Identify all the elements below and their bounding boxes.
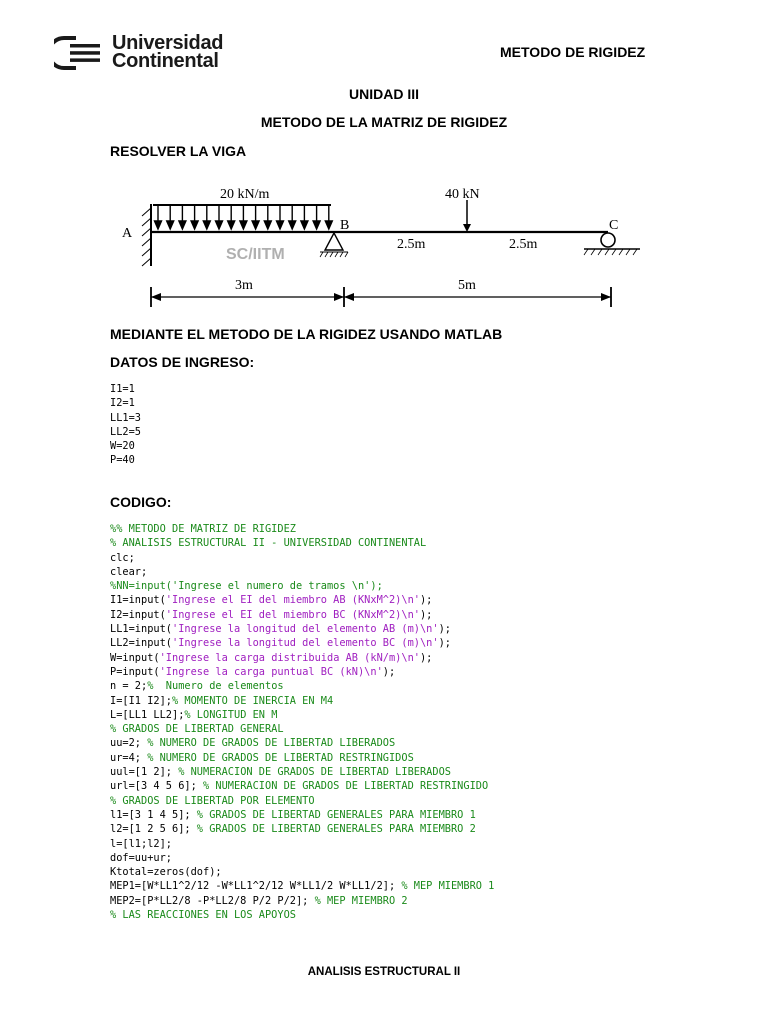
code-comment: % NUMERO DE GRADOS DE LIBERTAD RESTRINGIDOS (147, 751, 414, 764)
code-text: uul=[1 2]; (110, 766, 179, 779)
code-line (110, 822, 494, 836)
dimension-label-bc: 5m (458, 278, 476, 293)
code-line (110, 593, 494, 607)
section-heading-method: MEDIANTE EL METODO DE LA RIGIDEZ USANDO MATLAB (110, 326, 503, 342)
code-text: Ktotal=zeros(dof); (110, 866, 222, 879)
logo-line-2: Continental (112, 50, 219, 72)
code-text: l2=[1 2 5 6]; (110, 823, 197, 836)
code-string: 'Ingrese la carga distribuida AB (kN/m)\n' (159, 651, 420, 664)
code-text: url=[3 4 5 6]; (110, 780, 203, 793)
code-line (110, 565, 494, 579)
code-comment: % Numero de elementos (147, 680, 284, 693)
university-logo-icon (54, 36, 104, 70)
logo-line-1: Universidad (112, 32, 224, 54)
code-text: LL2=input( (110, 637, 172, 650)
code-string: 'Ingrese la longitud del elemento BC (m)\n' (172, 637, 439, 650)
input-line: W=20 (110, 440, 135, 453)
code-string: 'Ingrese la carga puntual BC (kN)\n' (159, 665, 383, 678)
code-text: MEP2=[P*LL2/8 -P*LL2/8 P/2 P/2]; (110, 894, 315, 907)
code-text: clc; (110, 551, 135, 564)
code-text: ); (382, 665, 396, 678)
code-text: I1=input( (110, 594, 166, 607)
code-text: ); (419, 651, 433, 664)
code-text: LL1=input( (110, 623, 172, 636)
code-text: ); (438, 637, 451, 650)
code-string: 'Ingrese el EI del miembro AB (KNxM^2)\n' (165, 594, 420, 607)
code-line (110, 794, 494, 808)
input-line: LL2=5 (110, 425, 141, 438)
code-line (110, 536, 494, 550)
point-load-label: 40 kN (445, 187, 480, 202)
code-line (110, 708, 494, 722)
code-comment: %NN=input('Ingrese el numero de tramos \n'); (110, 580, 383, 593)
code-comment: % GRADOS DE LIBERTAD GENERAL (110, 723, 284, 736)
label-c: C (609, 218, 619, 233)
logo-text (112, 34, 223, 70)
code-line (110, 622, 494, 636)
code-line (110, 808, 494, 822)
code-line (110, 522, 494, 536)
code-string: 'Ingrese el EI del miembro BC (KNxM^2)\n' (165, 608, 420, 621)
code-line (110, 694, 494, 708)
code-text: I=[I1 I2]; (110, 694, 172, 707)
code-line (110, 908, 494, 922)
code-line (110, 865, 494, 879)
code-line (110, 879, 494, 893)
section-heading-solve: RESOLVER LA VIGA (110, 143, 247, 159)
segment-label-1: 2.5m (397, 237, 426, 252)
code-line (110, 608, 494, 622)
code-comment: %% METODO DE MATRIZ DE RIGIDEZ (110, 523, 296, 535)
matlab-code-block (110, 522, 494, 922)
code-line (110, 679, 494, 693)
input-line: LL1=3 (110, 411, 141, 424)
code-line (110, 779, 494, 793)
code-line (110, 765, 494, 779)
unit-title: UNIDAD III (349, 86, 419, 102)
code-line (110, 837, 494, 851)
code-text: ); (438, 623, 451, 636)
code-text: W=input( (110, 651, 160, 664)
input-line: I2=1 (110, 397, 135, 410)
code-comment: % MEP MIEMBRO 1 (401, 880, 495, 893)
code-line (110, 722, 494, 736)
code-text: l1=[3 1 4 5]; (110, 808, 197, 821)
code-text: dof=uu+ur; (110, 851, 172, 864)
code-text: ur=4; (110, 751, 148, 764)
code-line (110, 636, 494, 650)
input-line: P=40 (110, 454, 135, 467)
code-comment: % NUMERO DE GRADOS DE LIBERTAD LIBERADOS (147, 737, 396, 750)
university-logo (54, 34, 234, 74)
code-line (110, 665, 494, 679)
code-comment: % GRADOS DE LIBERTAD POR ELEMENTO (110, 794, 315, 807)
code-text: l=[l1;l2]; (110, 837, 172, 850)
code-line (110, 579, 494, 593)
code-text: L=[LL1 LL2]; (110, 708, 185, 721)
code-text: ); (419, 608, 433, 621)
dimension-label-ab: 3m (235, 278, 253, 293)
label-b: B (340, 218, 350, 233)
code-line (110, 894, 494, 908)
page-subtitle: METODO DE LA MATRIZ DE RIGIDEZ (260, 114, 508, 130)
code-line (110, 851, 494, 865)
section-heading-input: DATOS DE INGRESO: (110, 354, 255, 370)
code-comment: % ANALISIS ESTRUCTURAL II - UNIVERSIDAD CONTINENTAL (110, 537, 427, 550)
code-string: 'Ingrese la longitud del elemento AB (m)\n' (172, 623, 439, 636)
code-line (110, 751, 494, 765)
distributed-load-label: 20 kN/m (220, 187, 270, 202)
input-data-block (110, 382, 141, 468)
beam-diagram (118, 174, 648, 314)
code-comment: % LONGITUD EN M (184, 708, 278, 721)
code-text: I2=input( (110, 608, 166, 621)
code-comment: % MEP MIEMBRO 2 (314, 894, 408, 907)
code-comment: % NUMERACION DE GRADOS DE LIBERTAD RESTRINGIDO (203, 780, 489, 793)
code-comment: % MOMENTO DE INERCIA EN M4 (172, 694, 334, 707)
code-text: ); (419, 594, 433, 607)
segment-label-2: 2.5m (509, 237, 538, 252)
code-line (110, 551, 494, 565)
code-text: P=input( (110, 665, 160, 678)
code-text: n = 2; (110, 680, 148, 693)
code-text: clear; (110, 565, 148, 578)
code-comment: % GRADOS DE LIBERTAD GENERALES PARA MIEMBRO 1 (196, 808, 476, 821)
header-title: METODO DE RIGIDEZ (500, 44, 646, 60)
code-line (110, 736, 494, 750)
section-heading-code: CODIGO: (110, 494, 172, 510)
watermark: SC/IITM (226, 246, 285, 263)
code-text: MEP1=[W*LL1^2/12 -W*LL1^2/12 W*LL1/2 W*LL1/2]; (110, 880, 402, 893)
input-line: I1=1 (110, 383, 135, 395)
code-text: uu=2; (110, 737, 148, 750)
code-comment: % LAS REACCIONES EN LOS APOYOS (110, 909, 296, 922)
page-footer: ANALISIS ESTRUCTURAL II (307, 966, 461, 978)
code-comment: % GRADOS DE LIBERTAD GENERALES PARA MIEMBRO 2 (196, 823, 476, 836)
code-line (110, 651, 494, 665)
code-comment: % NUMERACION DE GRADOS DE LIBERTAD LIBERADOS (178, 766, 451, 779)
label-a: A (122, 226, 133, 241)
